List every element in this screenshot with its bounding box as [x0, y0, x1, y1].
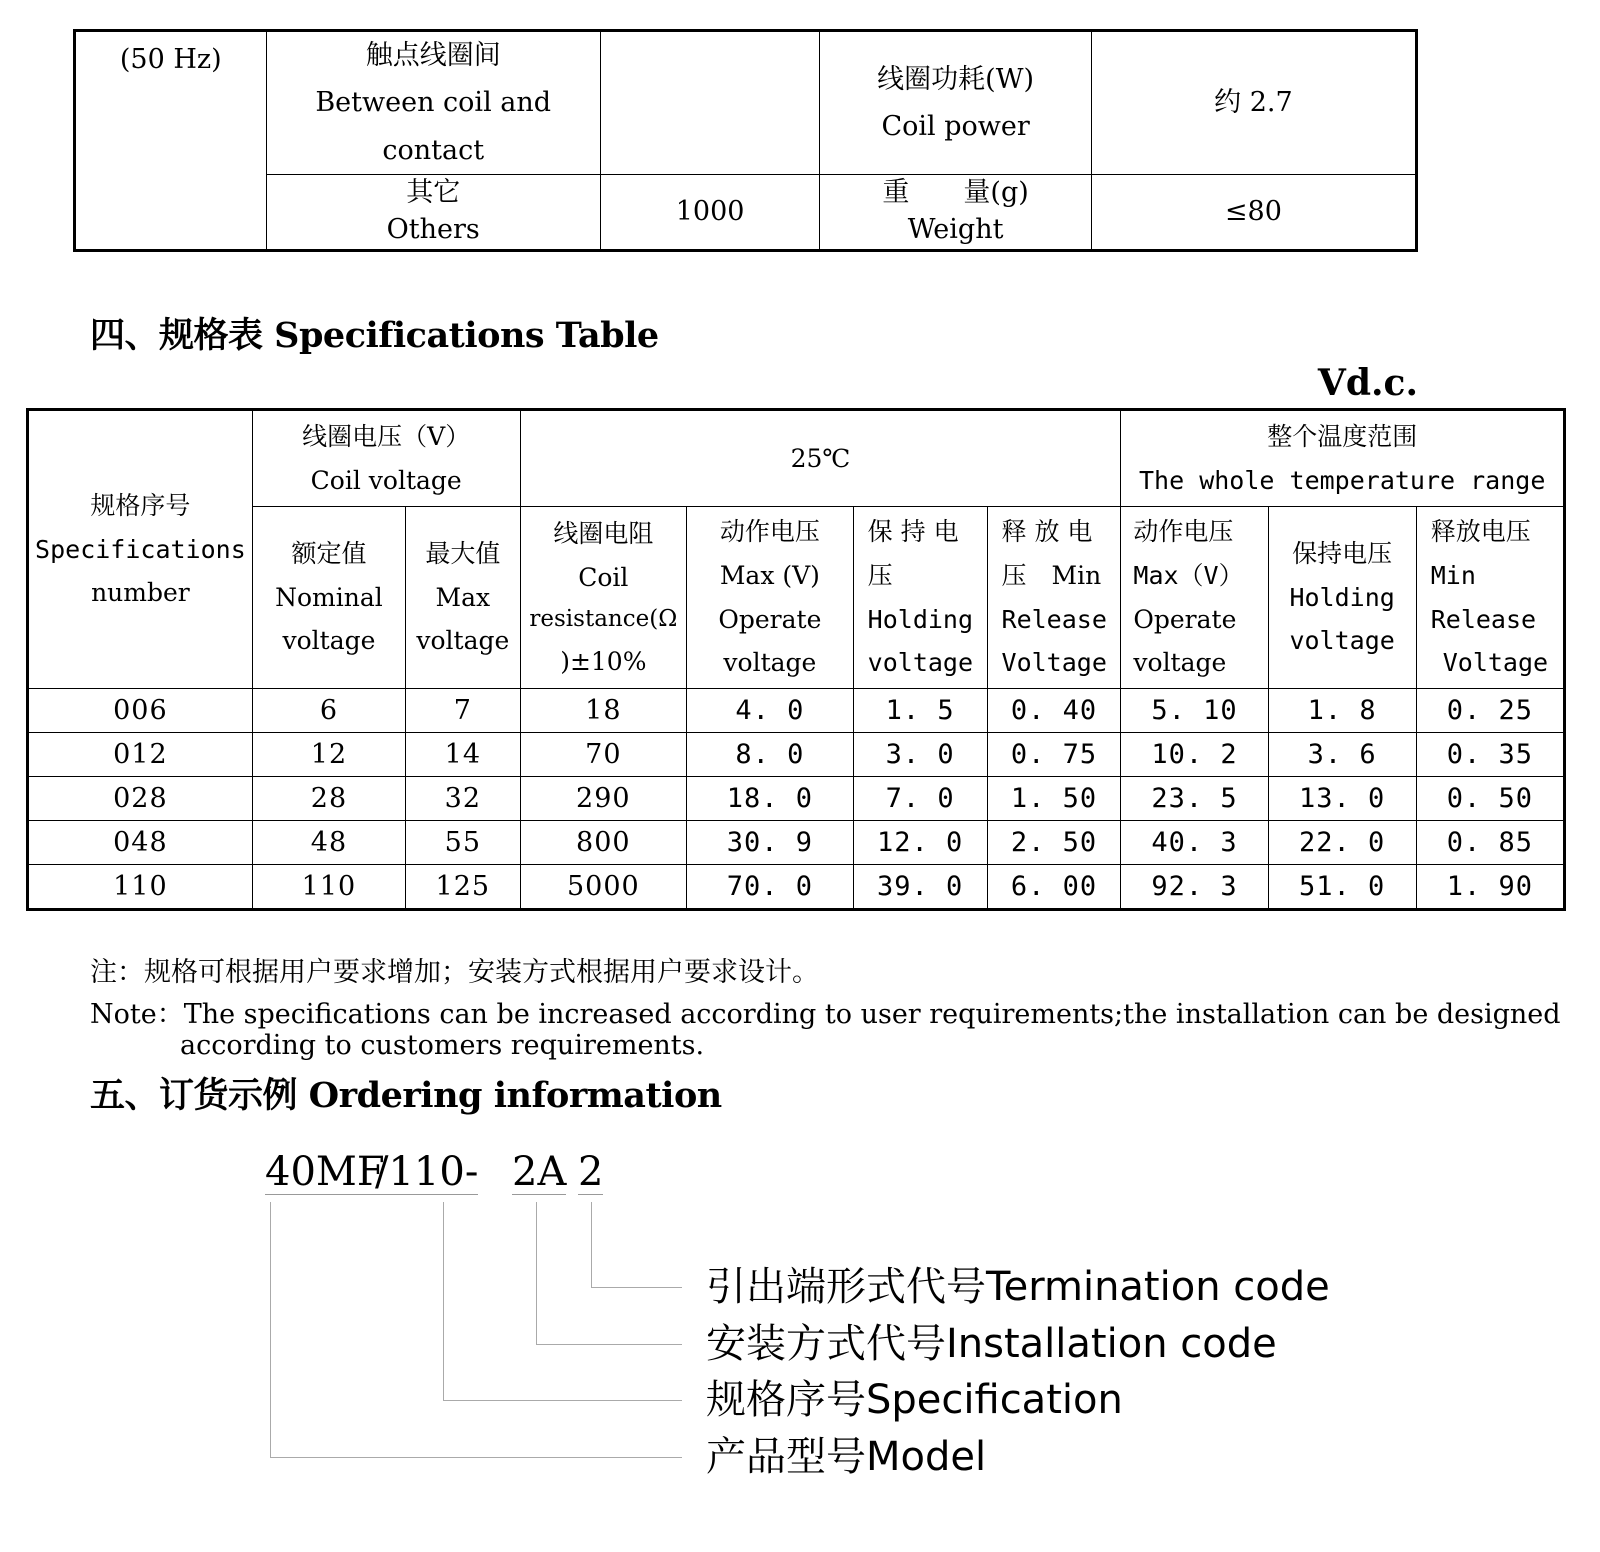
header-whole-temp-cn: 整个温度范围	[1267, 421, 1418, 451]
table-cell: 8. 0	[687, 733, 854, 777]
header-operate-25c-en: Max (V)	[719, 560, 820, 590]
header-operate-25c-cn: 动作电压	[719, 517, 820, 546]
table-cell: 7. 0	[853, 777, 987, 821]
header-release-whole	[1416, 507, 1564, 689]
header-operate-whole	[1121, 507, 1268, 689]
table-cell: 6	[252, 689, 405, 733]
table-cell: 1. 5	[853, 689, 987, 733]
table-cell: 40. 3	[1121, 821, 1268, 865]
connector-model	[270, 1202, 682, 1458]
header-max	[406, 507, 520, 689]
header-nominal-en-2: voltage	[282, 626, 376, 656]
table-cell: 92. 3	[1121, 865, 1268, 910]
coil-contact-label-cell	[266, 31, 600, 175]
frequency-cell	[75, 31, 267, 251]
coil-contact-label-cn: 触点线圈间	[365, 40, 501, 71]
header-25c: 25℃	[520, 410, 1121, 507]
table-row	[28, 777, 1565, 821]
table-cell: 125	[406, 865, 520, 910]
header-operate-whole-en-2: Operate	[1133, 604, 1237, 634]
code-model: 40MF	[265, 1149, 385, 1195]
header-holding-whole-cn: 保持电压	[1292, 538, 1393, 568]
table-cell: 23. 5	[1121, 777, 1268, 821]
code-term: 2	[578, 1149, 604, 1195]
others-label-cell	[266, 174, 600, 250]
header-coil-resistance-en-3: )±10%	[560, 646, 647, 676]
table-cell: 12	[252, 733, 405, 777]
header-nominal-en: Nominal	[275, 582, 383, 612]
legend-specification: 规格序号Specification	[706, 1377, 1123, 1423]
table-cell: 28	[252, 777, 405, 821]
header-holding-25c-cn: 保 持 电	[867, 517, 959, 546]
table-row	[28, 689, 1565, 733]
table-cell: 39. 0	[853, 865, 987, 910]
table-cell: 0. 40	[987, 689, 1121, 733]
frequency-label: (50 Hz)	[119, 44, 222, 75]
table-cell: 048	[28, 821, 253, 865]
note-en-2: according to customers requirements.	[180, 1030, 705, 1061]
table-cell: 3. 0	[853, 733, 987, 777]
header-spec-number	[28, 410, 253, 689]
header-release-25c	[987, 507, 1121, 689]
table-cell: 5000	[520, 865, 687, 910]
coil-contact-label-en-2: contact	[382, 134, 485, 166]
legend-installation: 安装方式代号Installation code	[706, 1321, 1277, 1367]
specifications-table	[26, 408, 1566, 911]
table-cell: 110	[28, 865, 253, 910]
table-cell: 0. 35	[1416, 733, 1564, 777]
table-cell: 70	[520, 733, 687, 777]
header-release-whole-en: Min	[1430, 560, 1476, 590]
table-cell: 1. 50	[987, 777, 1121, 821]
header-operate-whole-en-3: voltage	[1133, 648, 1227, 678]
header-max-cn: 最大值	[425, 538, 501, 568]
header-release-whole-cn: 释放电压	[1430, 517, 1531, 546]
table-cell: 0. 75	[987, 733, 1121, 777]
header-operate-25c-en-2: Operate	[718, 604, 822, 634]
header-nominal-cn: 额定值	[291, 538, 367, 568]
weight-value: ≤80	[1091, 174, 1416, 250]
electrical-params-table	[73, 29, 1418, 252]
header-operate-whole-cn: 动作电压	[1133, 517, 1234, 546]
table-row	[28, 821, 1565, 865]
header-release-25c-cn: 释 放 电	[1001, 517, 1093, 546]
section-4-title: 四、规格表 Specifications Table	[90, 315, 659, 356]
header-holding-25c-en-2: voltage	[867, 648, 974, 678]
table-cell: 32	[406, 777, 520, 821]
coil-contact-value	[600, 31, 820, 175]
header-whole-temp-en: The whole temperature range	[1139, 465, 1546, 495]
table-cell: 800	[520, 821, 687, 865]
table-cell: 1. 8	[1268, 689, 1416, 733]
header-release-25c-en: Release	[1001, 604, 1107, 634]
header-coil-resistance	[520, 507, 687, 689]
header-max-en-2: voltage	[416, 626, 510, 656]
table-row	[28, 733, 1565, 777]
legend-termination: 引出端形式代号Termination code	[706, 1264, 1330, 1310]
header-holding-25c-en: Holding	[867, 604, 974, 634]
legend-model: 产品型号Model	[706, 1434, 987, 1480]
table-cell: 006	[28, 689, 253, 733]
header-coil-voltage-cn: 线圈电压（V）	[302, 421, 471, 451]
header-whole-temp	[1121, 410, 1565, 507]
header-holding-25c	[853, 507, 987, 689]
others-label-cn: 其它	[406, 177, 461, 209]
table-cell: 18	[520, 689, 687, 733]
coil-power-value: 约 2.7	[1091, 31, 1416, 175]
table-cell: 110	[252, 865, 405, 910]
table-cell: 0. 85	[1416, 821, 1564, 865]
weight-label-cn: 重 量(g)	[882, 177, 1029, 209]
header-coil-voltage	[252, 410, 520, 507]
table-cell: 2. 50	[987, 821, 1121, 865]
others-label-en: Others	[386, 213, 480, 245]
weight-label-en: Weight	[907, 213, 1004, 245]
header-release-whole-en-2: Release	[1430, 604, 1537, 634]
note-cn: 注：规格可根据用户要求增加；安装方式根据用户要求设计。	[90, 957, 819, 988]
header-holding-25c-cn-2: 压	[867, 560, 893, 590]
table-cell: 6. 00	[987, 865, 1121, 910]
header-release-whole-en-3: Voltage	[1442, 648, 1549, 678]
header-holding-whole	[1268, 507, 1416, 689]
header-coil-resistance-cn: 线圈电阻	[553, 518, 654, 548]
unit-label: Vd.c.	[1317, 362, 1418, 404]
table-cell: 0. 25	[1416, 689, 1564, 733]
header-max-en: Max	[435, 582, 491, 612]
table-cell: 290	[520, 777, 687, 821]
header-operate-25c	[687, 507, 854, 689]
table-cell: 18. 0	[687, 777, 854, 821]
header-spec-number-en: Specifications	[35, 534, 246, 564]
coil-contact-label-en: Between coil and	[315, 87, 552, 119]
table-cell: 7	[406, 689, 520, 733]
header-coil-resistance-en: Coil	[578, 562, 629, 592]
table-cell: 22. 0	[1268, 821, 1416, 865]
section-5-title: 五、订货示例 Ordering information	[90, 1075, 722, 1116]
weight-label-cell	[820, 174, 1091, 250]
header-spec-number-en-2: number	[91, 578, 190, 608]
table-cell: 51. 0	[1268, 865, 1416, 910]
header-spec-number-cn: 规格序号	[90, 490, 191, 520]
table-cell: 1. 90	[1416, 865, 1564, 910]
table-cell: 5. 10	[1121, 689, 1268, 733]
table-cell: 028	[28, 777, 253, 821]
table-cell: 4. 0	[687, 689, 854, 733]
table-cell: 30. 9	[687, 821, 854, 865]
table-cell: 0. 50	[1416, 777, 1564, 821]
table-cell: 55	[406, 821, 520, 865]
table-cell: 10. 2	[1121, 733, 1268, 777]
coil-power-label-cell	[820, 31, 1091, 175]
header-coil-resistance-en-2: resistance(Ω	[529, 606, 678, 633]
table-cell: 48	[252, 821, 405, 865]
table-cell: 12. 0	[853, 821, 987, 865]
table-cell: 3. 6	[1268, 733, 1416, 777]
coil-power-label-cn: 线圈功耗(W)	[877, 63, 1034, 95]
coil-power-label-en: Coil power	[881, 110, 1030, 142]
others-value: 1000	[600, 174, 820, 250]
header-coil-voltage-en: Coil voltage	[310, 465, 462, 495]
header-holding-whole-en-2: voltage	[1289, 626, 1395, 656]
header-operate-25c-en-3: voltage	[723, 648, 817, 678]
table-cell: 012	[28, 733, 253, 777]
header-operate-whole-en: Max（V）	[1133, 560, 1244, 590]
header-release-25c-cn-2: 压 Min	[1001, 560, 1102, 590]
table-cell: 70. 0	[687, 865, 854, 910]
code-spec: /110-	[375, 1149, 479, 1195]
header-release-25c-en-2: Voltage	[1001, 648, 1107, 678]
header-nominal	[252, 507, 405, 689]
table-row	[28, 865, 1565, 910]
table-cell: 14	[406, 733, 520, 777]
note-en: Note：The specifications can be increased according to user requirements;the installation can be designed	[90, 999, 1561, 1030]
table-cell: 13. 0	[1268, 777, 1416, 821]
header-holding-whole-en: Holding	[1289, 582, 1395, 612]
code-install: 2A	[512, 1149, 567, 1195]
